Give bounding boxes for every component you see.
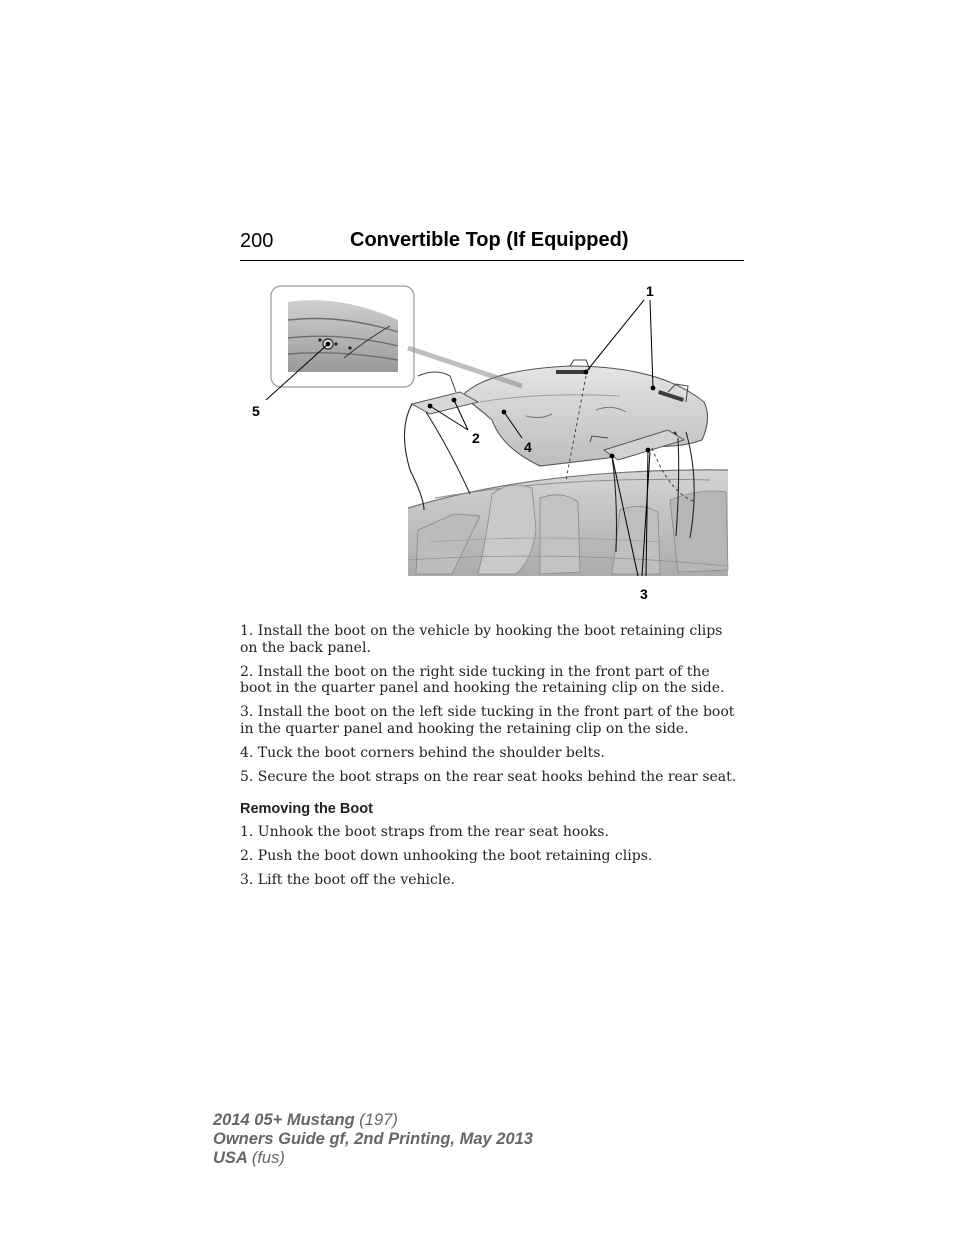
boot-installation-illustration	[240, 280, 744, 610]
install-step: 3. Install the boot on the left side tucking in the front part of the boot in the quarter panel and hooking the retaining clip on the side.	[240, 704, 735, 737]
footer-line-3	[213, 1149, 533, 1168]
callout-5: 5	[252, 403, 260, 419]
removal-step: 3. Lift the boot off the vehicle.	[240, 871, 456, 888]
callout-3: 3	[640, 586, 648, 602]
page-header	[240, 228, 744, 261]
footer-model-code: (197)	[359, 1111, 398, 1129]
car-interior	[408, 470, 728, 576]
install-step: 2. Install the boot on the right side tucking in the front part of the boot in the quarter panel and hooking the retaining clip on the side.	[240, 663, 725, 696]
instructions	[240, 623, 744, 896]
page-footer	[213, 1111, 533, 1168]
removal-step: 1. Unhook the boot straps from the rear seat hooks.	[240, 823, 609, 840]
footer-model: 2014 05+ Mustang	[213, 1111, 355, 1129]
removal-step: 2. Push the boot down unhooking the boot retaining clips.	[240, 847, 653, 864]
footer-edition: Owners Guide gf, 2nd Printing, May 2013	[213, 1130, 533, 1148]
footer-market: USA	[213, 1149, 248, 1167]
section-heading: Removing the Boot	[240, 801, 373, 817]
detail-inset	[271, 286, 522, 387]
footer-line-2	[213, 1130, 533, 1149]
callout-1: 1	[646, 283, 654, 299]
footer-line-1	[213, 1111, 533, 1130]
illustration-svg	[240, 280, 744, 610]
install-step: 4. Tuck the boot corners behind the shoulder belts.	[240, 744, 605, 761]
callout-2: 2	[472, 430, 480, 446]
install-step: 1. Install the boot on the vehicle by hooking the boot retaining clips on the back panel.	[240, 623, 723, 656]
page-number: 200	[240, 230, 274, 252]
callout-4: 4	[524, 439, 532, 455]
page-title: Convertible Top (If Equipped)	[350, 229, 629, 251]
footer-market-code: (fus)	[251, 1149, 285, 1167]
install-step: 5. Secure the boot straps on the rear seat hooks behind the rear seat.	[240, 768, 737, 785]
boot-cover	[412, 360, 708, 466]
